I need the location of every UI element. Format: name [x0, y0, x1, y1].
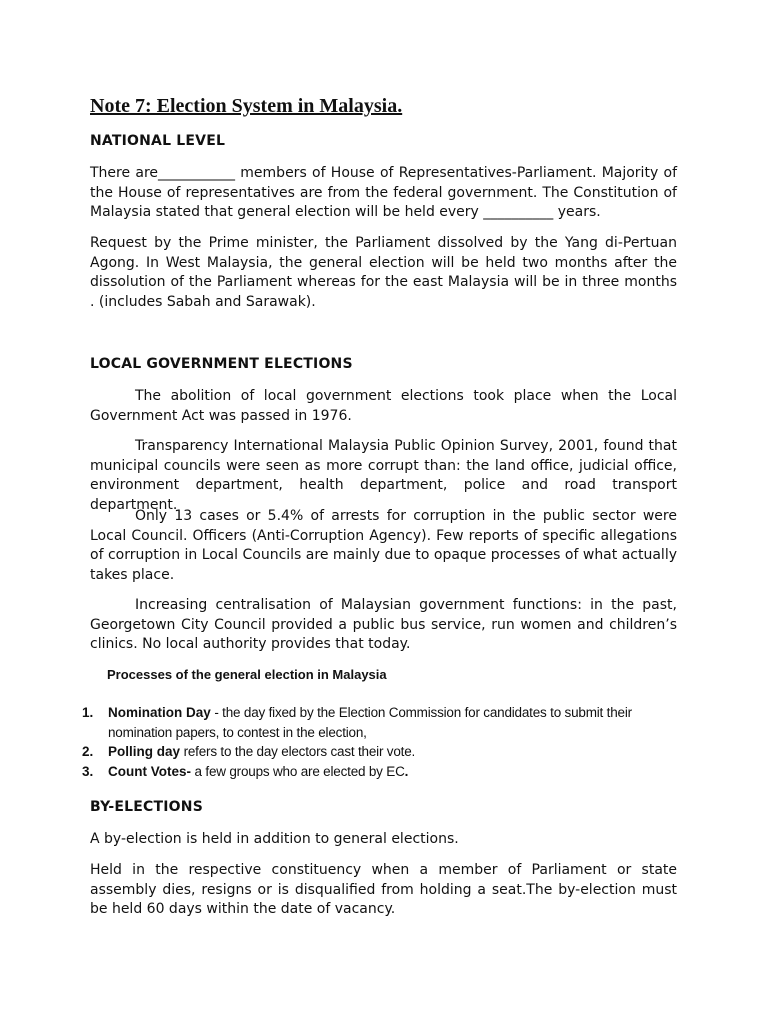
processes-list	[82, 703, 677, 781]
page-title: Note 7: Election System in Malaysia.	[90, 95, 403, 117]
list-item-description: refers to the day electors cast their vote.	[180, 744, 416, 759]
list-item-number: 3.	[82, 763, 94, 779]
local-paragraph-4: Increasing centralisation of Malaysian government functions: in the past, Georgetown City Council provided a public bus service, run women and children’s clinics. No local authority provides that today.	[90, 597, 677, 652]
list-item	[82, 762, 677, 782]
local-government-heading: LOCAL GOVERNMENT ELECTIONS	[90, 356, 353, 372]
list-item-number: 1.	[82, 705, 94, 720]
list-item	[82, 703, 677, 742]
national-paragraph-2: Request by the Prime minister, the Parliament dissolved by the Yang di-Pertuan Agong. In West Malaysia, the general election will be held two months after the dissolution of the Parliament whereas for the east Malaysia will be in three months . (includes Sabah and Sarawak).	[90, 235, 677, 310]
list-item-number: 2.	[82, 744, 94, 759]
list-item-end: .	[404, 763, 409, 779]
local-paragraph-2: Transparency International Malaysia Public Opinion Survey, 2001, found that municipal councils were seen as more corrupt than: the land office, judicial office, environment department, health department, police and road transport department.	[90, 438, 677, 513]
list-item-term: Count Votes-	[108, 763, 191, 779]
national-paragraph-1: There are___________ members of House of Representatives-Parliament. Majority of the House of representatives are from the federal government. The Constitution of Malaysia stated that general election will be held every __________ years.	[90, 165, 677, 220]
list-item	[82, 742, 677, 762]
local-paragraph-3: Only 13 cases or 5.4% of arrests for corruption in the public sector were Local Council. Officers (Anti-Corruption Agency). Few reports of specific allegations of corruption in Local Councils are mainly due to opaque processes of what actually takes place.	[90, 508, 677, 583]
list-item-description: - the day fixed by the Election Commission for candidates to submit their nomination papers, to contest in the election,	[108, 705, 632, 740]
national-level-heading: NATIONAL LEVEL	[90, 133, 226, 149]
processes-heading: Processes of the general election in Malaysia	[107, 667, 387, 682]
list-item-term: Polling day	[108, 744, 181, 759]
list-item-description: a few groups who are elected by EC	[191, 763, 405, 779]
by-elections-heading: BY-ELECTIONS	[90, 799, 203, 815]
by-elections-paragraph-1: A by-election is held in addition to general elections.	[90, 831, 459, 847]
list-item-term: Nomination Day	[108, 705, 211, 720]
local-paragraph-1: The abolition of local government elections took place when the Local Government Act was passed in 1976.	[90, 388, 677, 424]
by-elections-paragraph-2: Held in the respective constituency when a member of Parliament or state assembly dies, resigns or is disqualified from holding a seat.The by-election must be held 60 days within the date of vacancy.	[90, 862, 677, 917]
